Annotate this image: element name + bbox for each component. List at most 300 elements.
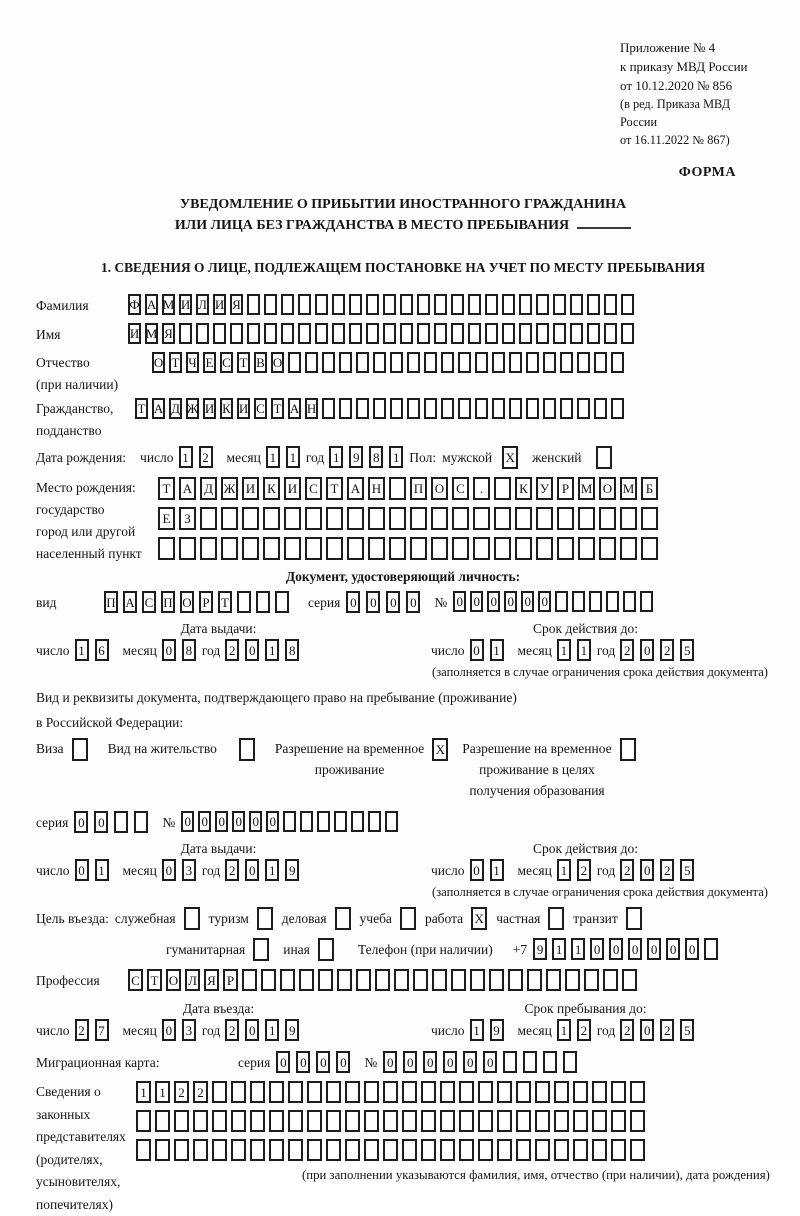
char-box[interactable]: 0 <box>443 1051 457 1073</box>
char-box[interactable] <box>373 398 386 419</box>
char-box[interactable] <box>440 1110 455 1132</box>
char-box[interactable]: С <box>142 591 156 613</box>
char-box[interactable] <box>492 352 505 373</box>
char-box[interactable]: В <box>254 352 267 373</box>
char-box[interactable] <box>402 1139 417 1161</box>
char-box[interactable] <box>394 969 409 991</box>
char-box[interactable]: 0 <box>198 811 211 832</box>
char-box[interactable] <box>621 323 634 344</box>
char-box[interactable] <box>366 323 379 344</box>
char-box[interactable]: А <box>123 591 137 613</box>
char-box[interactable] <box>356 352 369 373</box>
char-box[interactable]: 9 <box>285 859 299 881</box>
char-box[interactable] <box>560 352 573 373</box>
char-box[interactable] <box>417 294 430 315</box>
char-box[interactable] <box>269 1110 284 1132</box>
char-box[interactable] <box>494 477 511 500</box>
char-box[interactable] <box>347 507 364 530</box>
char-box[interactable] <box>440 1139 455 1161</box>
char-box[interactable] <box>596 446 612 469</box>
char-box[interactable] <box>623 591 636 612</box>
char-box[interactable] <box>536 294 549 315</box>
char-box[interactable]: И <box>128 323 141 344</box>
char-box[interactable]: И <box>242 477 259 500</box>
char-box[interactable] <box>400 323 413 344</box>
char-box[interactable]: А <box>347 477 364 500</box>
char-box[interactable] <box>424 398 437 419</box>
char-box[interactable] <box>383 1081 398 1103</box>
char-box[interactable]: 0 <box>609 938 623 960</box>
char-box[interactable] <box>473 507 490 530</box>
char-box[interactable] <box>213 323 226 344</box>
char-box[interactable]: 5 <box>680 639 694 661</box>
char-box[interactable] <box>231 1081 246 1103</box>
char-box[interactable] <box>431 537 448 560</box>
char-box[interactable] <box>611 352 624 373</box>
char-box[interactable] <box>72 738 88 761</box>
char-box[interactable] <box>440 1081 455 1103</box>
char-box[interactable] <box>288 352 301 373</box>
char-box[interactable] <box>554 1081 569 1103</box>
char-box[interactable]: 1 <box>265 1019 279 1041</box>
char-box[interactable]: А <box>179 477 196 500</box>
char-box[interactable]: 9 <box>533 938 547 960</box>
char-box[interactable]: 1 <box>389 446 403 468</box>
char-box[interactable] <box>305 507 322 530</box>
char-box[interactable] <box>451 294 464 315</box>
char-box[interactable] <box>458 398 471 419</box>
char-box[interactable]: 0 <box>504 591 517 612</box>
char-box[interactable] <box>509 398 522 419</box>
char-box[interactable]: 2 <box>174 1081 189 1103</box>
char-box[interactable]: 0 <box>336 1051 350 1073</box>
char-box[interactable] <box>502 294 515 315</box>
char-box[interactable] <box>489 969 504 991</box>
char-box[interactable] <box>515 507 532 530</box>
char-box[interactable] <box>611 398 624 419</box>
char-box[interactable] <box>326 537 343 560</box>
char-box[interactable] <box>300 811 313 832</box>
char-box[interactable] <box>475 398 488 419</box>
char-box[interactable] <box>179 537 196 560</box>
char-box[interactable]: 1 <box>179 446 193 468</box>
char-box[interactable] <box>335 907 351 930</box>
char-box[interactable] <box>326 507 343 530</box>
char-box[interactable]: С <box>220 352 233 373</box>
char-box[interactable] <box>459 1110 474 1132</box>
char-box[interactable]: З <box>179 507 196 530</box>
char-box[interactable] <box>424 352 437 373</box>
char-box[interactable]: М <box>620 477 637 500</box>
char-box[interactable] <box>497 1081 512 1103</box>
char-box[interactable]: 1 <box>470 1019 484 1041</box>
char-box[interactable] <box>452 537 469 560</box>
char-box[interactable]: 0 <box>666 938 680 960</box>
char-box[interactable] <box>337 969 352 991</box>
char-box[interactable]: 1 <box>155 1081 170 1103</box>
char-box[interactable]: 0 <box>647 938 661 960</box>
char-box[interactable] <box>136 1110 151 1132</box>
char-box[interactable]: 0 <box>403 1051 417 1073</box>
char-box[interactable]: М <box>578 477 595 500</box>
char-box[interactable]: К <box>220 398 233 419</box>
char-box[interactable] <box>264 323 277 344</box>
char-box[interactable] <box>478 1139 493 1161</box>
char-box[interactable] <box>587 323 600 344</box>
char-box[interactable]: Л <box>185 969 200 991</box>
char-box[interactable]: Р <box>223 969 238 991</box>
char-box[interactable]: 0 <box>245 1019 259 1041</box>
char-box[interactable] <box>497 1110 512 1132</box>
char-box[interactable] <box>368 507 385 530</box>
char-box[interactable] <box>356 398 369 419</box>
char-box[interactable] <box>193 1139 208 1161</box>
char-box[interactable]: 1 <box>265 639 279 661</box>
char-box[interactable]: 0 <box>245 859 259 881</box>
char-box[interactable] <box>573 1139 588 1161</box>
char-box[interactable]: Т <box>271 398 284 419</box>
char-box[interactable] <box>264 294 277 315</box>
char-box[interactable] <box>503 1051 517 1073</box>
char-box[interactable] <box>468 294 481 315</box>
char-box[interactable]: 2 <box>620 639 634 661</box>
char-box[interactable]: И <box>284 477 301 500</box>
char-box[interactable] <box>230 323 243 344</box>
char-box[interactable] <box>555 591 568 612</box>
char-box[interactable] <box>572 591 585 612</box>
char-box[interactable]: 0 <box>366 591 380 613</box>
char-box[interactable]: 3 <box>182 859 196 881</box>
char-box[interactable] <box>502 323 515 344</box>
char-box[interactable] <box>383 1110 398 1132</box>
char-box[interactable]: 0 <box>94 811 108 833</box>
char-box[interactable] <box>560 398 573 419</box>
char-box[interactable] <box>349 294 362 315</box>
char-box[interactable] <box>434 323 447 344</box>
char-box[interactable]: . <box>473 477 490 500</box>
char-box[interactable]: 2 <box>660 639 674 661</box>
char-box[interactable]: 2 <box>193 1081 208 1103</box>
char-box[interactable]: О <box>152 352 165 373</box>
char-box[interactable] <box>594 352 607 373</box>
char-box[interactable] <box>347 537 364 560</box>
char-box[interactable] <box>400 294 413 315</box>
char-box[interactable] <box>704 938 718 960</box>
char-box[interactable]: 2 <box>225 639 239 661</box>
char-box[interactable] <box>305 537 322 560</box>
char-box[interactable] <box>212 1110 227 1132</box>
char-box[interactable] <box>298 323 311 344</box>
char-box[interactable] <box>402 1081 417 1103</box>
char-box[interactable] <box>452 507 469 530</box>
char-box[interactable]: Р <box>199 591 213 613</box>
char-box[interactable]: Я <box>204 969 219 991</box>
char-box[interactable] <box>284 507 301 530</box>
char-box[interactable]: 1 <box>95 859 109 881</box>
char-box[interactable]: X <box>502 446 518 469</box>
char-box[interactable] <box>373 352 386 373</box>
char-box[interactable] <box>577 352 590 373</box>
char-box[interactable] <box>563 1051 577 1073</box>
char-box[interactable] <box>523 1051 537 1073</box>
char-box[interactable]: 8 <box>182 639 196 661</box>
char-box[interactable] <box>516 1110 531 1132</box>
char-box[interactable] <box>526 398 539 419</box>
char-box[interactable]: 2 <box>225 1019 239 1041</box>
char-box[interactable] <box>261 969 276 991</box>
char-box[interactable] <box>221 537 238 560</box>
char-box[interactable] <box>630 1110 645 1132</box>
char-box[interactable] <box>368 811 381 832</box>
char-box[interactable] <box>400 907 416 930</box>
char-box[interactable]: 0 <box>483 1051 497 1073</box>
char-box[interactable] <box>184 907 200 930</box>
char-box[interactable] <box>383 323 396 344</box>
char-box[interactable]: 0 <box>215 811 228 832</box>
char-box[interactable] <box>641 507 658 530</box>
char-box[interactable] <box>305 352 318 373</box>
char-box[interactable] <box>364 1081 379 1103</box>
char-box[interactable]: О <box>599 477 616 500</box>
char-box[interactable] <box>592 1081 607 1103</box>
char-box[interactable] <box>200 537 217 560</box>
char-box[interactable]: С <box>452 477 469 500</box>
char-box[interactable]: 2 <box>660 1019 674 1041</box>
char-box[interactable]: У <box>536 477 553 500</box>
char-box[interactable]: Е <box>203 352 216 373</box>
char-box[interactable] <box>535 1139 550 1161</box>
char-box[interactable]: 0 <box>296 1051 310 1073</box>
char-box[interactable] <box>432 969 447 991</box>
char-box[interactable] <box>389 507 406 530</box>
char-box[interactable]: 8 <box>285 639 299 661</box>
char-box[interactable] <box>587 294 600 315</box>
char-box[interactable] <box>322 352 335 373</box>
char-box[interactable] <box>515 537 532 560</box>
char-box[interactable]: О <box>271 352 284 373</box>
char-box[interactable]: Я <box>230 294 243 315</box>
char-box[interactable]: И <box>179 294 192 315</box>
char-box[interactable]: И <box>237 398 250 419</box>
char-box[interactable] <box>250 1139 265 1161</box>
char-box[interactable] <box>546 969 561 991</box>
char-box[interactable]: 1 <box>557 1019 571 1041</box>
char-box[interactable] <box>383 1139 398 1161</box>
char-box[interactable] <box>417 323 430 344</box>
char-box[interactable]: X <box>432 738 448 761</box>
char-box[interactable] <box>594 398 607 419</box>
char-box[interactable] <box>231 1110 246 1132</box>
char-box[interactable]: 0 <box>383 1051 397 1073</box>
char-box[interactable]: 0 <box>590 938 604 960</box>
char-box[interactable]: А <box>152 398 165 419</box>
char-box[interactable]: 1 <box>571 938 585 960</box>
char-box[interactable] <box>212 1139 227 1161</box>
char-box[interactable] <box>193 1110 208 1132</box>
char-box[interactable] <box>421 1081 436 1103</box>
char-box[interactable]: 0 <box>423 1051 437 1073</box>
char-box[interactable] <box>497 1139 512 1161</box>
char-box[interactable] <box>253 938 269 961</box>
char-box[interactable] <box>543 1051 557 1073</box>
char-box[interactable] <box>332 294 345 315</box>
char-box[interactable] <box>332 323 345 344</box>
char-box[interactable]: 1 <box>265 859 279 881</box>
char-box[interactable] <box>611 1110 626 1132</box>
char-box[interactable]: М <box>145 323 158 344</box>
char-box[interactable] <box>413 969 428 991</box>
char-box[interactable] <box>599 537 616 560</box>
char-box[interactable]: X <box>471 907 487 930</box>
char-box[interactable] <box>459 1139 474 1161</box>
char-box[interactable]: Т <box>326 477 343 500</box>
char-box[interactable] <box>441 398 454 419</box>
char-box[interactable]: Ф <box>128 294 141 315</box>
char-box[interactable] <box>368 537 385 560</box>
char-box[interactable] <box>364 1110 379 1132</box>
char-box[interactable] <box>478 1081 493 1103</box>
char-box[interactable]: 0 <box>316 1051 330 1073</box>
char-box[interactable]: 2 <box>660 859 674 881</box>
char-box[interactable]: И <box>203 398 216 419</box>
char-box[interactable] <box>114 811 128 833</box>
char-box[interactable]: Е <box>158 507 175 530</box>
char-box[interactable]: 0 <box>249 811 262 832</box>
char-box[interactable] <box>315 294 328 315</box>
char-box[interactable]: О <box>431 477 448 500</box>
char-box[interactable]: 1 <box>577 639 591 661</box>
char-box[interactable]: Д <box>169 398 182 419</box>
char-box[interactable] <box>570 294 583 315</box>
char-box[interactable]: 0 <box>74 811 88 833</box>
char-box[interactable] <box>485 323 498 344</box>
char-box[interactable]: 1 <box>75 639 89 661</box>
char-box[interactable] <box>620 507 637 530</box>
char-box[interactable]: 0 <box>487 591 500 612</box>
char-box[interactable] <box>620 537 637 560</box>
char-box[interactable] <box>604 323 617 344</box>
char-box[interactable] <box>508 969 523 991</box>
char-box[interactable] <box>509 352 522 373</box>
char-box[interactable]: 2 <box>75 1019 89 1041</box>
char-box[interactable]: П <box>161 591 175 613</box>
char-box[interactable]: 0 <box>386 591 400 613</box>
char-box[interactable]: К <box>515 477 532 500</box>
char-box[interactable] <box>383 294 396 315</box>
char-box[interactable] <box>421 1139 436 1161</box>
char-box[interactable] <box>345 1081 360 1103</box>
char-box[interactable] <box>375 969 390 991</box>
char-box[interactable] <box>318 969 333 991</box>
char-box[interactable] <box>516 1081 531 1103</box>
char-box[interactable] <box>250 1081 265 1103</box>
char-box[interactable] <box>603 969 618 991</box>
char-box[interactable]: 5 <box>680 1019 694 1041</box>
char-box[interactable]: Т <box>135 398 148 419</box>
char-box[interactable] <box>345 1110 360 1132</box>
char-box[interactable] <box>535 1081 550 1103</box>
char-box[interactable] <box>269 1081 284 1103</box>
char-box[interactable]: Р <box>557 477 574 500</box>
char-box[interactable]: П <box>410 477 427 500</box>
char-box[interactable] <box>334 811 347 832</box>
char-box[interactable]: Ч <box>186 352 199 373</box>
char-box[interactable] <box>179 323 192 344</box>
char-box[interactable] <box>553 294 566 315</box>
char-box[interactable] <box>402 1110 417 1132</box>
char-box[interactable] <box>577 398 590 419</box>
char-box[interactable]: 3 <box>182 1019 196 1041</box>
char-box[interactable] <box>421 1110 436 1132</box>
char-box[interactable] <box>212 1081 227 1103</box>
char-box[interactable] <box>458 352 471 373</box>
char-box[interactable]: Л <box>196 294 209 315</box>
char-box[interactable] <box>364 1139 379 1161</box>
char-box[interactable] <box>536 537 553 560</box>
char-box[interactable] <box>196 323 209 344</box>
char-box[interactable]: 6 <box>95 639 109 661</box>
char-box[interactable] <box>470 969 485 991</box>
char-box[interactable] <box>641 537 658 560</box>
char-box[interactable] <box>599 507 616 530</box>
char-box[interactable] <box>200 507 217 530</box>
char-box[interactable] <box>307 1081 322 1103</box>
char-box[interactable] <box>242 537 259 560</box>
char-box[interactable]: 5 <box>680 859 694 881</box>
char-box[interactable] <box>351 811 364 832</box>
char-box[interactable] <box>155 1110 170 1132</box>
char-box[interactable]: 0 <box>640 859 654 881</box>
char-box[interactable] <box>526 352 539 373</box>
char-box[interactable] <box>136 1139 151 1161</box>
char-box[interactable] <box>242 507 259 530</box>
char-box[interactable]: 0 <box>521 591 534 612</box>
char-box[interactable] <box>247 294 260 315</box>
char-box[interactable] <box>557 537 574 560</box>
char-box[interactable] <box>407 352 420 373</box>
char-box[interactable] <box>451 323 464 344</box>
char-box[interactable] <box>543 352 556 373</box>
char-box[interactable] <box>275 591 289 613</box>
char-box[interactable]: 2 <box>620 1019 634 1041</box>
char-box[interactable]: 9 <box>285 1019 299 1041</box>
char-box[interactable]: 8 <box>369 446 383 468</box>
char-box[interactable]: О <box>180 591 194 613</box>
char-box[interactable]: 7 <box>95 1019 109 1041</box>
char-box[interactable]: О <box>166 969 181 991</box>
char-box[interactable] <box>573 1110 588 1132</box>
char-box[interactable]: 0 <box>162 639 176 661</box>
char-box[interactable] <box>299 969 314 991</box>
char-box[interactable] <box>345 1139 360 1161</box>
char-box[interactable] <box>434 294 447 315</box>
char-box[interactable] <box>611 1139 626 1161</box>
char-box[interactable]: И <box>213 294 226 315</box>
char-box[interactable] <box>239 738 255 761</box>
char-box[interactable] <box>257 907 273 930</box>
char-box[interactable] <box>578 537 595 560</box>
char-box[interactable] <box>307 1139 322 1161</box>
char-box[interactable] <box>174 1139 189 1161</box>
char-box[interactable] <box>256 591 270 613</box>
char-box[interactable] <box>431 507 448 530</box>
char-box[interactable]: 0 <box>162 1019 176 1041</box>
char-box[interactable]: 1 <box>329 446 343 468</box>
char-box[interactable] <box>326 1081 341 1103</box>
char-box[interactable]: 1 <box>266 446 280 468</box>
char-box[interactable] <box>242 969 257 991</box>
char-box[interactable] <box>326 1139 341 1161</box>
